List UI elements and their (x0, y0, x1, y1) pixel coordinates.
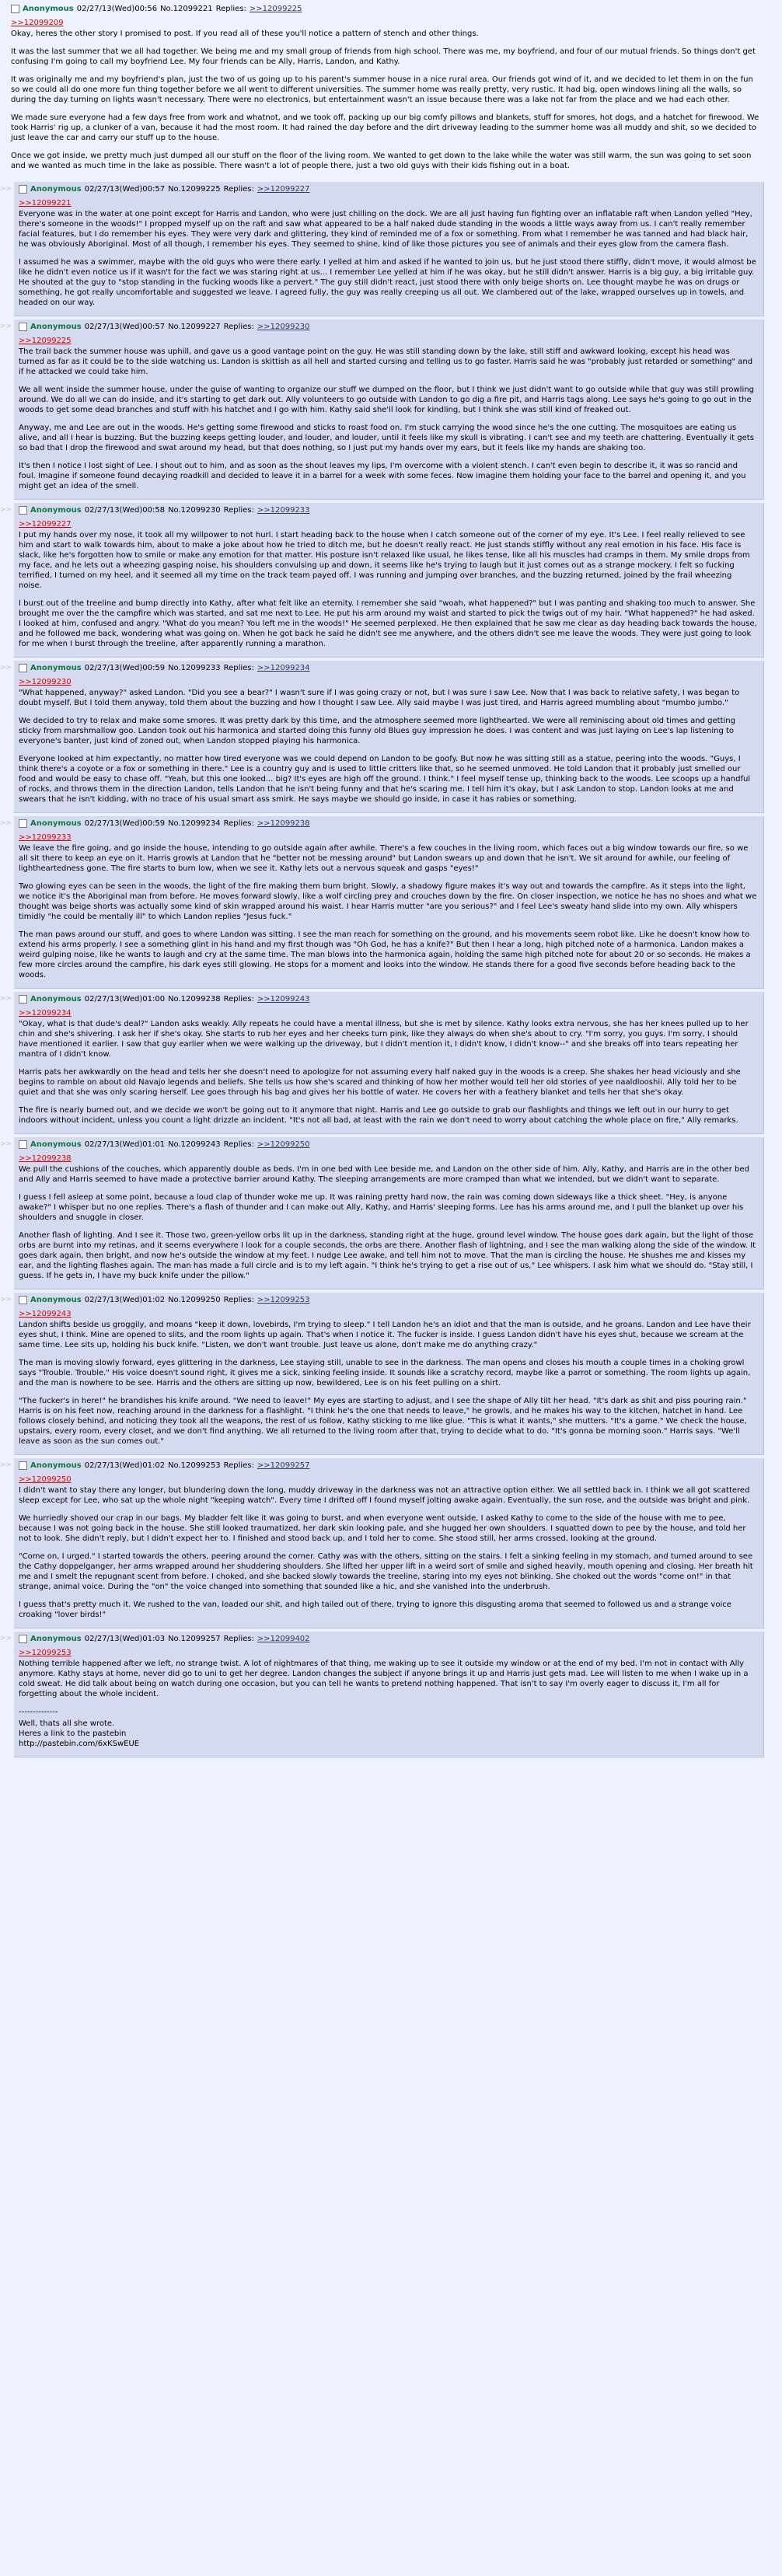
post-date: 02/27/13(Wed)00:56 (76, 5, 158, 13)
replies-label: Replies: (223, 185, 254, 194)
reply-arrow: >> (0, 1461, 12, 1469)
post-checkbox[interactable] (19, 185, 27, 194)
post-body (19, 1008, 757, 1126)
post-date: 02/27/13(Wed)01:01 (84, 1140, 166, 1149)
post-paragraph: Okay, heres the other story I promised to post. If you read all of these you'll notice a pattern of stench and other things. (11, 30, 479, 38)
post (14, 182, 764, 316)
quote-link[interactable]: >>12099233 (19, 833, 72, 842)
replies-label: Replies: (223, 1140, 254, 1149)
post-paragraph: It was originally me and my boyfriend's plan, just the two of us going up to his parent's summer house in a nice rural area. Our friends got wind of it, and we decided to let them in on the fun so we could all do one more fun thing together before we all went to different universities. The summer home was really pretty, very rustic. It had big, open windows lining all the walls, so during the day turning on lights wasn't necessary. There were no electronics, but entertainment wasn't an issue because there was a lake not far from the place and we had each other. (11, 75, 753, 104)
post-paragraph: We hurriedly shoved our crap in our bags. My bladder felt like it was going to burst, and when everyone went outside, I asked Kathy to come to the side of the house with me to pee, because I was not going back in the house. She still looked traumatized, her dark skin looking pale, and she hugged her own shoulders. I squatted down to pee by the house, and told her not to look. She didn't reply, but I didn't expect her to. I finished and stood back up, and I told her to come. She stood still, her arms crossed, looking at the ground. (19, 1514, 746, 1543)
footer-line: Well, thats all she wrote. (19, 1719, 115, 1728)
post (14, 661, 764, 813)
post-wrap (0, 2, 782, 179)
post-paragraph: Everyone was in the water at one point except for Harris and Landon, who were just chilling on the dock. We are all just having fun fighting over an inflatable raft when Landon yelled "Hey, there's someone in the woods!" I propped myself up on the raft and saw what appeared to be a half naked dude standing in the woods a little ways away from us. I can't really remember facial features, but I do remember his eyes. They were very dark and glittering, they kind of reminded me of a fox or something. From what I remember he was tanned and had black hair, he was obviously Aboriginal. Most of all though, I remember his eyes. They seemed to shine, kind of like those pictures you see of animals and their eyes glow from the camera flash. (19, 210, 752, 249)
post-info (11, 4, 763, 14)
post-wrap (0, 1293, 782, 1455)
post-paragraph: Landon shifts beside us groggily, and moans "keep it down, lovebirds, I'm trying to sleep." I tell Landon he's an idiot and that the man is outside, and he groans. Landon and Lee have their eyes shut, I think. Mine are opened to slits, and the room lights up again. That's when I notice it. The fucker is inside. I guess Landon didn't have his eyes shut, because we scream at the same time. Lee sits up, holding his buck knife. "Listen, we don't want trouble. Just leave us alone, don't make me do anything crazy." (19, 1321, 751, 1349)
reply-arrow: >> (0, 664, 12, 672)
post (0, 2, 770, 179)
post-paragraph: We decided to try to relax and make some smores. It was pretty dark by this time, and the atmosphere seemed more lighthearted. We were all reminiscing about old times and getting sticky from marshmallow goo. Landon took out his harmonica and started doing this funny old Blues guy impression he does. I was content and was just laying on Lee's lap listening to everyone's banter, just kind of zoned out, when Landon stopped playing his harmonica. (19, 717, 735, 745)
reply-arrow: >> (0, 1140, 12, 1148)
post-info (19, 663, 757, 673)
post-paragraph: I didn't want to stay there any longer, but blundering down the long, muddy driveway in the darkness was not an attractive option either. We all settled back in. I think we all got scattered sleep except for Lee, who sat up the whole night "keeping watch". Every time I drifted off I found myself jolting awake again. Eventually, the sun rose, and the outside was bright and pink. (19, 1486, 750, 1505)
reply-arrow: >> (0, 819, 12, 827)
post-paragraph: "Come on, I urged." I started towards the others, peering around the corner. Cathy was with the others, sitting on the stairs. I felt a sinking feeling in my stomach, and turned around to see the Cathy doppelganger, her arms wrapped around her shuddering shoulders. She lifted her upper lift in a weird sort of smile and sighed heavily, mouth opening and closing. Her breath hit me and I smelt the repugnant scent from before. I choked, and she backed slowly towards the treeline, staring into my eyes not blinking. She choked out the words "come on!" in that strange, animal voice. During the "on" the voice changed into something that sounded like a hic, and she vanished into the underbrush. (19, 1552, 753, 1591)
post-wrap (0, 182, 782, 316)
post-date: 02/27/13(Wed)00:58 (84, 506, 166, 515)
post-info (19, 1461, 757, 1471)
divider-rule: -------------- (19, 1708, 58, 1716)
post-paragraph: It was the last summer that we all had together. We being me and my small group of friends from high school. There was me, my boyfriend, and four of our mutual friends. So things don't get confusing I'm going to call my boyfriend Lee. My four friends can be Ally, Harris, Landon, and Kathy. (11, 47, 756, 66)
post-date: 02/27/13(Wed)01:00 (84, 995, 166, 1004)
post-date: 02/27/13(Wed)00:57 (84, 323, 166, 331)
post-info (19, 322, 757, 332)
poster-name: Anonymous (30, 323, 82, 331)
reply-link[interactable]: >>12099233 (257, 506, 310, 515)
reply-link[interactable]: >>12099234 (257, 664, 310, 672)
post-paragraph: "The fucker's in here!" he brandishes his knife around. "We need to leave!" My eyes are starting to adjust, and I see the shape of Ally tilt her head. "It's dark as shit and piss pouring rain." Harris is on his feet now, reaching around in the darkness for a flashlight. "I think he's the one that needs to leave," he growls, and he makes his way to the kitchen, hatchet in hand. Lee follows closely behind, and noticing they took all the weapons, the rest of us follow, Kathy sticking to me like glue. "This is what it wants," she mutters. "It's a game." We check the house, upstairs, every room, every closet, and we don't find anything. We all returned to the living room after that, trying to decide what to do. "It's gonna be morning soon." Harris says. "We'll leave as soon as the sun comes out." (19, 1397, 747, 1446)
post-footer (19, 1707, 757, 1749)
reply-link[interactable]: >>12099238 (257, 819, 310, 828)
replies-label: Replies: (223, 1635, 254, 1643)
reply-arrow: >> (0, 185, 12, 193)
post-checkbox[interactable] (19, 1461, 27, 1470)
reply-link[interactable]: >>12099253 (257, 1296, 310, 1304)
post-body (19, 832, 757, 980)
post-body (19, 198, 757, 308)
post-wrap (0, 1137, 782, 1290)
pastebin-link[interactable]: http://pastebin.com/6xKSwEUE (19, 1740, 140, 1748)
quote-link[interactable]: >>12099221 (19, 199, 72, 208)
poster-name: Anonymous (23, 5, 74, 13)
quote-link[interactable]: >>12099243 (19, 1310, 72, 1318)
post-paragraph: Another flash of lighting. And I see it. Those two, green-yellow orbs lit up in the darkness, standing right at the huge, ground level window. The house goes dark again, but the light of those orbs are burnt into my retinas, and it seems everywhere I look for a couple seconds, the orbs are there. Another flash of lightning, and I see the man walking along the side of the window. It goes dark again, then bright, and now he's outside the window at my feet. I nudge Lee awake, and tell him not to move. That the man is circling the house. He shushes me and kisses my ear, and the lighting flashes again. The man has made a full circle and is to my left again. "I think he's trying to get a rise out of us," Lee whispers. I ask him what we should do. "Stay still, I guess. If he gets in, I have my buck knife under the pillow." (19, 1231, 756, 1280)
reply-link[interactable]: >>12099230 (257, 323, 310, 331)
quote-link[interactable]: >>12099238 (19, 1154, 72, 1163)
post-date: 02/27/13(Wed)01:03 (84, 1635, 166, 1643)
poster-name: Anonymous (30, 1296, 82, 1304)
post-paragraph: We pull the cushions of the couches, which apparently double as beds. I'm in one bed with Lee beside me, and Landon on the other side of him. Ally, Kathy, and Harris are in the other bed and Ally and Harris seemed to have made a protective barrier around Kathy. The sleeping arrangements are more cramped than what we intended, but we didn't want to separate. (19, 1165, 749, 1184)
quote-link[interactable]: >>12099230 (19, 678, 72, 686)
post-info (19, 184, 757, 194)
post-paragraph: Once we got inside, we pretty much just dumped all our stuff on the floor of the living room. We wanted to get down to the lake while the water was still warm, the sun was going to set soon and we wanted as much time in the lake as possible. There wasn't a lot of people there, just a two old guys with their kids fishing out in a boat. (11, 152, 752, 170)
post (14, 1137, 764, 1290)
post-checkbox[interactable] (11, 5, 19, 13)
poster-name: Anonymous (30, 1635, 82, 1643)
post-paragraph: "Okay, what is that dude's deal?" Landon asks weakly. Ally repeats he could have a mental illness, but she is met by silence. Kathy looks extra nervous, she has her knees pulled up to her chin and she's shivering. I ask her if she's okay. She starts to rub her eyes and her cheeks turn pink, like they always do when she's about to cry. "I'm sorry, you guys. I'm sorry, I should have mentioned it earlier. I saw that guy earlier when we were walking up the driveway, but I didn't mention it, I didn't know, I didn't know--" and she breaks off into tears repeating her mantra of I didn't know. (19, 1020, 749, 1059)
post-wrap (0, 816, 782, 989)
post-body (19, 1309, 757, 1447)
poster-name: Anonymous (30, 185, 82, 194)
post-date: 02/27/13(Wed)00:59 (84, 819, 166, 828)
post-info (19, 819, 757, 829)
post-body (19, 1648, 757, 1749)
reply-link[interactable]: >>12099402 (257, 1635, 310, 1643)
poster-name: Anonymous (30, 819, 82, 828)
post-info (19, 1295, 757, 1305)
post-number[interactable]: No.12099238 (168, 995, 221, 1004)
post-paragraph: I guess that's pretty much it. We rushed to the van, loaded our shit, and high tailed out of there, trying to ignore this disgusting aroma that seemed to followed us and a strange voice croaking "lover birds!" (19, 1600, 731, 1619)
post-checkbox[interactable] (19, 819, 27, 828)
post-date: 02/27/13(Wed)01:02 (84, 1296, 166, 1304)
post-number[interactable]: No.12099234 (168, 819, 221, 828)
post (14, 816, 764, 989)
post-number[interactable]: No.12099253 (168, 1461, 221, 1470)
post-checkbox[interactable] (19, 506, 27, 515)
poster-name: Anonymous (30, 1140, 82, 1149)
post-paragraph: Harris pats her awkwardly on the head and tells her she doesn't need to apologize for not assuming every half naked guy in the woods is a creep. She shakes her head viciously and she begins to ramble on about old Navajo legends and beliefs. She tells us how she's scared and thinking of how her mother would tell her old stories of yee naaldlooshii. Ally told her to be quiet and that she was only scaring herself. Lee goes through his bag and gives her his bottle of water. He covers her with a feathery blanket and tells her that she's okay. (19, 1068, 741, 1097)
post-paragraph: Two glowing eyes can be seen in the woods, the light of the fire making them burn bright. Slowly, a shadowy figure makes it's way out and towards the campfire. As it steps into the light, we notice it's the Aboriginal man from before. He moves forward slowly, like a wolf circling prey and crouches down by the fire. On closer inspection, we notice he has no shoes and what we thought was beige shorts was actually some kind of skin wrapped around his waist. I hear Harris mutter "are you serious?" and I feel Lee's sweaty hand slide into my own. Ally whispers timidly "he could be mentally ill" to which Landon replies "Jesus fuck." (19, 882, 757, 921)
post-body (19, 519, 757, 649)
post-paragraph: "What happened, anyway?" asked Landon. "Did you see a bear?" I wasn't sure if I was going crazy or not, but I was sure I saw Lee. Now that I was back to relative safety, I was began to doubt myself. But I told them anyway, told them about the buzzing and how I thought I saw Lee. Ally said maybe I was just tired, and Harris agreed mumbling about "mumbo jumbo." (19, 689, 740, 707)
quote-link[interactable]: >>12099253 (19, 1649, 72, 1657)
post-date: 02/27/13(Wed)01:02 (84, 1461, 166, 1470)
post-number[interactable]: No.12099225 (168, 185, 221, 194)
replies-label: Replies: (223, 506, 254, 515)
post-number[interactable]: No.12099221 (160, 5, 213, 13)
reply-link[interactable]: >>12099243 (257, 995, 310, 1004)
poster-name: Anonymous (30, 664, 82, 672)
reply-arrow: >> (0, 995, 12, 1003)
post-info (19, 505, 757, 515)
post-wrap (0, 1458, 782, 1628)
quote-link[interactable]: >>12099234 (19, 1009, 72, 1017)
post-paragraph: We leave the fire going, and go inside the house, intending to go outside again after awhile. There's a few couches in the living room, which faces out a big window towards our fire, so we all sit there to keep an eye on it. Harris growls at Landon that he "better not be messing around" but Landon swears up and down that he isn't. We sit around for awhile, our feeling of lightheartedness gone. The fire starts to burn low, when we see it. Kathy lets out a nervous squeak and gasps "eyes!" (19, 844, 749, 873)
reply-link[interactable]: >>12099227 (257, 185, 310, 194)
post-checkbox[interactable] (19, 1140, 27, 1149)
post-wrap (0, 503, 782, 658)
post-checkbox[interactable] (19, 664, 27, 672)
reply-arrow: >> (0, 1296, 12, 1304)
post-date: 02/27/13(Wed)00:59 (84, 664, 166, 672)
quote-link[interactable]: >>12099209 (11, 19, 64, 27)
post-paragraph: The man is moving slowly forward, eyes glittering in the darkness, Lee staying still, unable to see in the darkness. The man opens and closes his mouth a couple times in a choking growl says "Trouble. Trouble." His voice doesn't sound right, it gives me a sick, sinking feeling inside. It sounds like a scratchy record, maybe like a parrot or something. The room lights up again, and the man is nowhere to be see. Harris and the others are sitting up now, bewildered, Lee is on his feet pulling on a shirt. (19, 1359, 751, 1387)
quote-link[interactable]: >>12099227 (19, 520, 72, 529)
post-paragraph: Nothing terrible happened after we left, no strange twist. A lot of nightmares of that thing, me waking up to see it outside my window or at the end of my bed. I'm not in contact with Ally anymore. Kathy stays at home, never did go to uni to get her degree. Landon changes the subject if anyone brings it up and Harris just gets mad. Lee will listen to me when I wake up in a cold sweat. He did talk about being on watch during one occasion, but you can tell he wants to pretend nothing happened. That isn't to say I'm overly eager to discuss it, I'm all for forgetting about the whole incident. (19, 1660, 749, 1698)
post (14, 992, 764, 1134)
post-info (19, 994, 757, 1004)
post-info (19, 1634, 757, 1644)
poster-name: Anonymous (30, 506, 82, 515)
post (14, 1458, 764, 1628)
quote-link[interactable]: >>12099225 (19, 337, 72, 345)
post-checkbox[interactable] (19, 995, 27, 1004)
reply-link[interactable]: >>12099257 (257, 1461, 310, 1470)
replies-label: Replies: (223, 995, 254, 1004)
post-checkbox[interactable] (19, 1635, 27, 1643)
replies-label: Replies: (223, 664, 254, 672)
post-wrap (0, 319, 782, 500)
post-checkbox[interactable] (19, 1296, 27, 1304)
replies-label: Replies: (215, 5, 246, 13)
post-wrap (0, 661, 782, 813)
post-number[interactable]: No.12099230 (168, 506, 221, 515)
post-checkbox[interactable] (19, 323, 27, 331)
post (14, 1632, 764, 1757)
post-number[interactable]: No.12099257 (168, 1635, 221, 1643)
post-paragraph: I burst out of the treeline and bump directly into Kathy, after what felt like an eternity. I remember she said "woah, what happened?" but I was panting and shaking too much to answer. She brought me over the the campfire which was started, and sat me next to Lee. He put his arm around my waist and started to pick the twigs out of my hair. "What happened?" he had asked. I looked at him, confused and angry. "What do you mean? You left me in the woods!" He seemed perplexed. He then explained that he saw me clear as day heading back towards the house, and he followed me back, wondering what was going on. When he got back he said he didn't see me anywhere, and the others didn't see me leave the woods. They were just going to look for me when I burst through the treeline, after apparently running a marathon. (19, 599, 757, 648)
quote-link[interactable]: >>12099250 (19, 1475, 72, 1484)
replies-label: Replies: (223, 323, 254, 331)
post-date: 02/27/13(Wed)00:57 (84, 185, 166, 194)
post-body (19, 1154, 757, 1281)
post-body (19, 1475, 757, 1620)
replies-label: Replies: (223, 819, 254, 828)
post-paragraph: The man paws around our stuff, and goes to where Landon was sitting. I see the man reach for something on the ground, and his movements seem robot like. Like he doesn't know how to extend his arms properly. I see a something glint in his hand and my first though was "Oh God, he has a knife?" But then I hear a long, high pitched note of a harmonica. Landon makes a weird gulping noise, like he wants to laugh and cry at the same time. The man blows into the harmonica again, holding the same high pitched note for about 20 or so seconds. He makes a few more circles around the campfire, his dark eyes still glowing. He stops for a moment and looks into the window. He stands there for a good five seconds before heading back to the woods. (19, 930, 751, 979)
replies-label: Replies: (223, 1296, 254, 1304)
post-number[interactable]: No.12099233 (168, 664, 221, 672)
reply-arrow: >> (0, 323, 12, 330)
post-paragraph: The trail back the summer house was uphill, and gave us a good vantage point on the guy. He was still standing down by the lake, still stiff and awkward looking, except his head was turned as far as it could be to the side watching us. Landon is skittish as all hell and started cursing and telling us to go faster. Harris said he was "probably just retarded or something" and if he attacked we could take him. (19, 347, 753, 376)
post-paragraph: Anyway, me and Lee are out in the woods. He's getting some firewood and sticks to roast food on. I'm stuck carrying the wood since he's the one cutting. The mosquitoes are eating us alive, and all I hear is buzzing. But the buzzing keeps getting louder, and louder, and louder, until it feels like my skull is vibrating. I can't see and my teeth are chattering. Eventually it gets so bad that I drop the firewood and swat around my head, but that does nothing, so I just put my hands over my ears, but it feels like my hands are shaking too. (19, 424, 754, 452)
post-number[interactable]: No.12099227 (168, 323, 221, 331)
post-number[interactable]: No.12099243 (168, 1140, 221, 1149)
post-paragraph: We made sure everyone had a few days free from work and whatnot, and we took off, packing up our big comfy pillows and blankets, stuff for smores, hot dogs, and a hatchet for firewood. We took Harris' rig up, a clunker of a van, because it had the most room. It had rained the day before and the dirt driveway leading to the summer home was all muddy and shit, so we decided to just leave the car and carry our stuff up to the house. (11, 113, 759, 142)
reply-arrow: >> (0, 1635, 12, 1642)
post (14, 503, 764, 658)
post-paragraph: I guess I fell asleep at some point, because a loud clap of thunder woke me up. It was raining pretty hard now, the rain was coming down sideways like a thick sheet. "Hey, is anyone awake?" I whisper but no one replies. There's a flash of thunder and I can make out Ally, Kathy, and Harris' sleeping forms. Lee has his arms around me, and I pull the blanket up over his shoulders and snuggle in closer. (19, 1193, 744, 1222)
post-paragraph: It's then I notice I lost sight of Lee. I shout out to him, and as soon as the shout leaves my lips, I'm overcome with a violent stench. I can't even begin to describe it, it was so rancid and foul. Imagine if someone found decaying roadkill and decided to leave it in a barrel for a week with some feces. Now imagine them holding your face to the barrel and opening it, and you might get an idea of the smell. (19, 462, 746, 490)
reply-arrow: >> (0, 506, 12, 514)
post-paragraph: I put my hands over my nose, it took all my willpower to not hurl. I start heading back to the house when I catch someone out of the corner of my eye. It's Lee. I feel really relieved to see him and start to walk towards him, about to make a joke about how he tried to ditch me, but he doesn't really react. He just stands stiffly without any real emotion in his face. His face is slack, like he's forgotten how to smile or make any emotion for that matter. His posture isn't relaxed like usual, he likes tense, like all his muscles had cramps in them. My smile drops from my face, and he lets out a wheezing gasping noise, his shoulders convulsing up and down, it seems like he's trying to laugh but it just comes out as a strange mockery. I felt so fucking terrified, I turned on my heel, and it seemed all my time on the track team payed off. I was running and jumping over branches, and the buzzing returned, joined by the frail wheezing noise. (19, 531, 750, 590)
reply-link[interactable]: >>12099250 (257, 1140, 310, 1149)
post-body (19, 677, 757, 805)
post-info (19, 1140, 757, 1150)
post-paragraph: We all went inside the summer house, under the guise of wanting to organize our stuff we dumped on the floor, but I think we just didn't want to go outside while that guy was still prowling around. We do all we can do inside, and it's starting to get dark out. Ally volunteers to go outside with Landon to go dig a fire pit, and Harris tags along. Lee says he's going to go out in the woods to get some dead branches and stuff with his hatchet and I go with him. Kathy said she'll look for kindling, but I think she was still kind of freaked out. (19, 386, 754, 414)
poster-name: Anonymous (30, 1461, 82, 1470)
post-number[interactable]: No.12099250 (168, 1296, 221, 1304)
post (14, 319, 764, 500)
post-paragraph: I assumed he was a swimmer, maybe with the old guys who were there early. I yelled at him and asked if he wanted to join us, but he just stood there stiffly, didn't move, it would almost be like he didn't even notice us if it wasn't for the fact we was staring right at us... I remember Lee yelled at him if he was okay, but he still didn't answer. Harris is a big guy, a big irritable guy. He shouted at the guy to "stop standing in the fucking woods like a pervert." The guy still didn't react, just stood there with only beige shorts on. Lee thought maybe he was on drugs or something, he got really uncomfortable and suggested we leave. I agreed fully, the guy was really creeping us all out. We clambered out of the lake, wrapped ourselves up in towels, and headed on our way. (19, 258, 756, 307)
poster-name: Anonymous (30, 995, 82, 1004)
post-wrap (0, 1632, 782, 1757)
post-wrap (0, 992, 782, 1134)
post-paragraph: Everyone looked at him expectantly, no matter how tired everyone was we could depend on Landon to be goofy. But now he was sitting still as a statue, peering into the woods. "Guys, I think there's a coyote or a fox or something in there." Lee is a country guy and is used to little critters like that, so he seemed unmoved. He told Landon that it probably just smelled our food and would be easy to chase off. "Yeah, but this one looked... big? It's eyes are high off the ground. I think." I feel myself tense up, thinking back to the woods. Lee scoops up a handful of rocks, and throws them in the direction Landon, tells Landon that he isn't being funny and that he's scaring me. I tell him it's okay, but I ask Landon to stop. Landon looks at me and swears that he isn't kidding, with no trace of his usual smart ass smirk. He says maybe we should go inside, in case it has rabies or something. (19, 755, 751, 804)
reply-link[interactable]: >>12099225 (249, 5, 302, 13)
post-paragraph: The fire is nearly burned out, and we decide we won't be going out to it anymore that night. Harris and Lee go outside to grab our flashlights and things we left out in our hurry to get indoors without incident, unless you count a light drizzle an incident. "It's not all bad, at least with the rain we don't need to worry about catching the whole place on fire," Ally remarks. (19, 1106, 738, 1125)
post-body (11, 18, 763, 171)
post (14, 1293, 764, 1455)
replies-label: Replies: (223, 1461, 254, 1470)
post-body (19, 336, 757, 491)
footer-line: Heres a link to the pastebin (19, 1730, 127, 1738)
